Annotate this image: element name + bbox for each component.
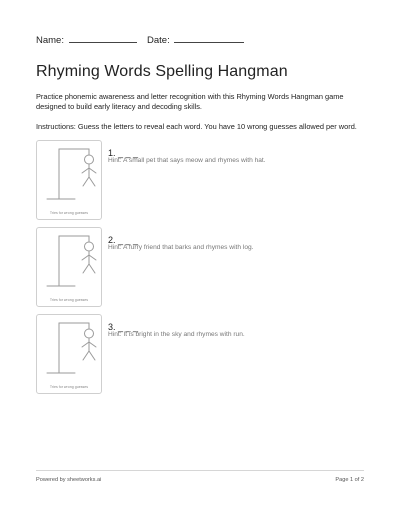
powered-by-text: Powered by sheetworks.ai xyxy=(36,477,102,483)
tries-caption: Tries for wrong guesses xyxy=(49,298,89,302)
name-blank[interactable] xyxy=(69,34,137,43)
page-title: Rhyming Words Spelling Hangman xyxy=(36,63,288,80)
puzzle-2 xyxy=(36,227,366,307)
gallows-box xyxy=(36,314,102,394)
hangman-gallows-icon xyxy=(37,315,101,393)
instructions-text: Instructions: Guess the letters to reveal each word. You have 10 wrong guesses allowed per word. xyxy=(36,122,357,131)
gallows-box xyxy=(36,227,102,307)
intro-text: Practice phonemic awareness and letter recognition with this Rhyming Words Hangman game designed to build early literacy and decoding skills. xyxy=(36,92,344,111)
date-blank[interactable] xyxy=(174,34,244,43)
footer-divider xyxy=(36,470,364,471)
word-blanks: 2. _ _ _ xyxy=(108,235,139,245)
tries-caption: Tries for wrong guesses xyxy=(49,385,89,389)
word-blanks: 1. _ _ _ xyxy=(108,148,139,158)
word-blanks: 3. _ _ _ xyxy=(108,322,139,332)
date-field[interactable] xyxy=(147,34,244,46)
puzzle-1 xyxy=(36,140,366,220)
hint-text: Hint: A furry friend that barks and rhymes with log. xyxy=(108,244,254,251)
name-field[interactable] xyxy=(36,34,137,46)
hangman-gallows-icon xyxy=(37,141,101,219)
date-label: Date: xyxy=(147,35,170,46)
puzzle-3 xyxy=(36,314,366,394)
hint-text: Hint: A small pet that says meow and rhymes with hat. xyxy=(108,157,266,164)
name-label: Name: xyxy=(36,35,64,46)
gallows-box xyxy=(36,140,102,220)
hint-text: Hint: It is bright in the sky and rhymes with run. xyxy=(108,331,245,338)
page-number: Page 1 of 2 xyxy=(335,477,364,483)
hangman-gallows-icon xyxy=(37,228,101,306)
tries-caption: Tries for wrong guesses xyxy=(49,211,89,215)
